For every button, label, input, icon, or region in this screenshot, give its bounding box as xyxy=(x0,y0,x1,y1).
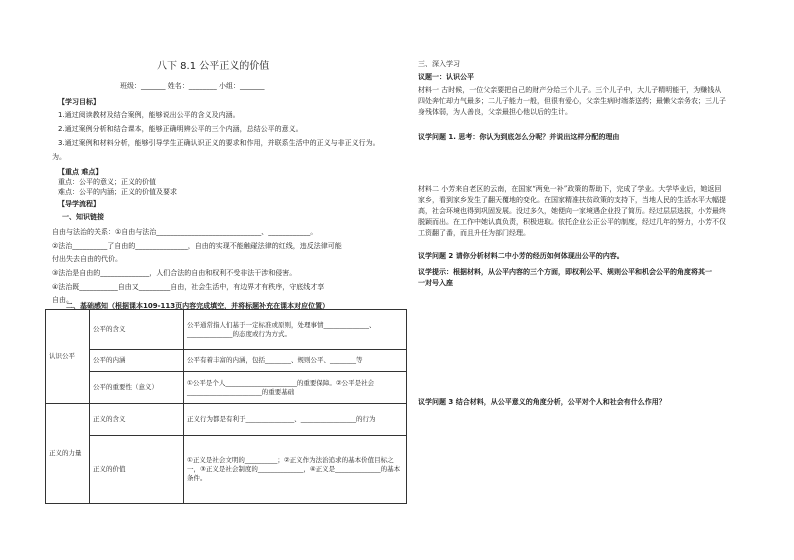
table-row xyxy=(46,350,407,372)
topic-one: 议题一：认识公平 xyxy=(418,73,474,81)
student-info-line: 班级：_______ 姓名：________ 小组：_______ xyxy=(120,82,265,90)
table-row xyxy=(46,436,407,504)
row-label: 正义的含义 xyxy=(90,404,184,436)
material-one: 材料一 古时候，一位父亲要把自己的财产分给三个儿子。三个儿子中，大儿子精明能干，为赚钱从四处奔忙却力气最多；二儿子能力一般，但很有爱心，父亲生病时端茶送药；最懒父亲务农；三儿子身残体弱，为人善良，父亲最担心他以后的生计。 xyxy=(418,86,726,116)
flow-header: 【导学流程】 xyxy=(58,200,100,208)
link-line: ④法治既___________自由又_________自由，社会生活中，有边界才有秩序，守底线才享 xyxy=(52,283,325,291)
table-row xyxy=(46,372,407,404)
material-two: 材料二 小芳来自老区的云南，在国家“两免一补”政策的帮助下，完成了学业。大学毕业后，她返回家乡，看到家乡发生了翻天覆地的变化。在国家精准扶贫政策的支持下，当地人民的生活水平大幅提高，社会环境也得到巩固发展。没过多久，她便向一家境遇企业投了简历。经过层层选拔，小芳最终脱颖而出。在工作中她认真负责，积极进取。依托企业公正公平的制度，经过几年的努力，小芳不仅工资翻了番，而且升任为部门经理。 xyxy=(418,185,726,237)
goal-item: 1.通过阅读教材及结合案例，能够说出公平的含义及内涵。 xyxy=(58,111,240,119)
table-row xyxy=(46,404,407,436)
key-header: 【重点 难点】 xyxy=(58,168,103,176)
question-hint: 议学提示：根据材料，从公平内容的三个方面，即权利公平、规则公平和机会公平的角度将其一一对号入座 xyxy=(418,268,712,287)
section-deep-study: 三、深入学习 xyxy=(418,60,460,68)
row-content: 公平通常指人们基于一定标准或原则，处理事情______________、______________的态度或行为方式。 xyxy=(184,310,407,350)
section-basic: 二、基础感知（根据课本109-113页内容完成填空，并将标题补充在课本对应位置） xyxy=(66,302,330,310)
page-title: 八下 8.1 公平正义的价值 xyxy=(157,61,270,72)
key-point: 难点：公平的内涵；正义的价值及要求 xyxy=(58,188,177,196)
row-label: 正义的价值 xyxy=(90,436,184,504)
question-one: 议学问题 1. 思考：你认为到底怎么分呢？并说出这样分配的理由 xyxy=(418,133,620,141)
question-three: 议学问题 3 结合材料，从公平意义的角度分析，公平对个人和社会有什么作用？ xyxy=(418,398,666,406)
row-label: 公平的内涵 xyxy=(90,350,184,372)
row-content: 公平有着丰富的内涵，包括________、规则公平、________等 xyxy=(184,350,407,372)
link-line: 付出失去自由的代价。 xyxy=(52,255,122,263)
table-row xyxy=(46,310,407,350)
section-knowledge-link: 一、知识链接 xyxy=(62,213,104,221)
row-label: 公平的重要性（意义） xyxy=(90,372,184,404)
row-label: 公平的含义 xyxy=(90,310,184,350)
goal-item: 3.通过案例和材料分析，能够引导学生正确认识正义的要求和作用，并联系生活中的正义与非正义行为。 xyxy=(58,139,380,147)
goal-item: 2.通过案例分析和结合课本，能够正确明辨公平的三个内涵，总结公平的意义。 xyxy=(58,125,303,133)
group-cell: 正义的力量 xyxy=(46,404,90,504)
link-line: 自由。 xyxy=(52,296,73,304)
basic-knowledge-table xyxy=(45,309,407,504)
row-content: ①公平是个人______________________的重要保障。②公平是社会_______________________的重要基础 xyxy=(184,372,407,404)
row-content: 正义行为都是有利于_______________、_________________的行为 xyxy=(184,404,407,436)
link-line: ②法治__________了自由的_______________，自由的实现不能触碰法律的红线，违反法律可能 xyxy=(52,242,342,250)
question-two: 议学问题 2 请你分析材料二中小芳的经历如何体现出公平的内容。 xyxy=(418,252,624,260)
key-point: 重点：公平的意义；正义的价值 xyxy=(58,178,156,186)
goals-header: 【学习目标】 xyxy=(58,98,100,106)
link-line: ③法治是自由的______________，人们合法的自由和权利不受非法干涉和侵害。 xyxy=(52,269,297,277)
group-cell: 认识公平 xyxy=(46,310,90,404)
link-line: 自由与法治的关系：①自由与法治______________________________、____________。 xyxy=(52,228,318,236)
row-content: ①正义是社会文明的__________；②正义作为法治追求的基本价值目标之一，③正义是社会制度的______________，④正义是______________的基本条件。 xyxy=(184,436,407,504)
goal-item-cont: 为。 xyxy=(52,153,66,161)
